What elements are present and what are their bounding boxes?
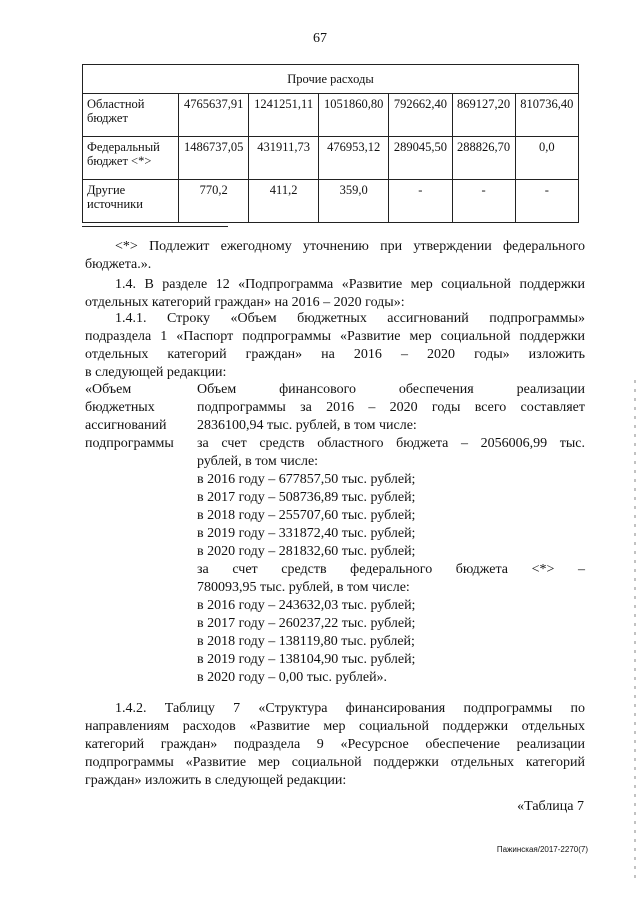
paragraph-line: направлениям расходов «Развитие мер социальной поддержки отдельных bbox=[85, 719, 585, 734]
paragraph-line: граждан» изложить в следующей редакции: bbox=[85, 773, 347, 788]
footnote bbox=[85, 238, 585, 274]
row-label: Другие источники bbox=[83, 180, 179, 223]
paragraph-1-4-1 bbox=[85, 310, 585, 382]
document-code: Пажинская/2017-2270(7) bbox=[496, 845, 588, 854]
value-line: за счет средств областного бюджета – 2056006,99 тыс. bbox=[197, 436, 585, 451]
table-row-other bbox=[83, 180, 579, 223]
table-cell: 869127,20 bbox=[452, 94, 515, 137]
paragraph-line: 1.4. В разделе 12 «Подпрограмма «Развитие мер социальной поддержки bbox=[115, 277, 585, 292]
paragraph-line: 1.4.2. Таблицу 7 «Структура финансирования подпрограммы по bbox=[115, 701, 585, 716]
paragraph-line: категорий граждан» подраздела 9 «Ресурсное обеспечение реализации bbox=[85, 737, 585, 752]
table-cell: 792662,40 bbox=[389, 94, 452, 137]
value-line: в 2016 году – 243632,03 тыс. рублей; bbox=[197, 598, 416, 613]
paragraph-line: отдельных категорий граждан» на 2016 – 2020 годы» изложить bbox=[85, 347, 585, 362]
paragraph-line: 1.4.1. Строку «Объем бюджетных ассигнований подпрограммы» bbox=[115, 311, 585, 326]
label-line: ассигнований bbox=[85, 418, 167, 433]
paragraph-1-4 bbox=[85, 276, 585, 312]
value-line: в 2018 году – 138119,80 тыс. рублей; bbox=[197, 634, 415, 649]
value-line: в 2020 году – 0,00 тыс. рублей». bbox=[197, 670, 388, 685]
table-cell: - bbox=[515, 180, 578, 223]
label-line: «Объем bbox=[85, 382, 132, 397]
value-line: 2836100,94 тыс. рублей, в том числе: bbox=[197, 418, 417, 433]
value-line: в 2017 году – 260237,22 тыс. рублей; bbox=[197, 616, 416, 631]
budget-table bbox=[82, 64, 579, 223]
table-row-federal bbox=[83, 137, 579, 180]
table-cell: 770,2 bbox=[179, 180, 249, 223]
paragraph-1-4-2 bbox=[85, 700, 585, 790]
paragraph-line: отдельных категорий граждан» на 2016 – 2020 годы»: bbox=[85, 295, 405, 310]
footnote-line: бюджета.». bbox=[85, 257, 152, 272]
paragraph-line: в следующей редакции: bbox=[85, 365, 227, 380]
scan-artifact bbox=[634, 380, 636, 880]
table-section-row bbox=[83, 65, 579, 94]
table-cell: 431911,73 bbox=[249, 137, 319, 180]
table-caption: «Таблица 7 bbox=[517, 799, 584, 814]
table-cell: 359,0 bbox=[319, 180, 389, 223]
value-line: в 2018 году – 255707,60 тыс. рублей; bbox=[197, 508, 416, 523]
table-cell: 411,2 bbox=[249, 180, 319, 223]
value-line: рублей, в том числе: bbox=[197, 454, 319, 469]
value-line: подпрограммы за 2016 – 2020 годы всего составляет bbox=[197, 400, 585, 415]
value-line: в 2016 году – 677857,50 тыс. рублей; bbox=[197, 472, 416, 487]
table-cell: 1241251,11 bbox=[249, 94, 319, 137]
label-line: подпрограммы bbox=[85, 436, 174, 451]
table-cell: - bbox=[389, 180, 452, 223]
table-cell: 1051860,80 bbox=[319, 94, 389, 137]
table-cell: 288826,70 bbox=[452, 137, 515, 180]
value-line: за счет средств федерального бюджета <*> – bbox=[197, 562, 585, 577]
footnote-line: <*> Подлежит ежегодному уточнению при утверждении федерального bbox=[115, 239, 585, 254]
paragraph-line: подраздела 1 «Паспорт подпрограммы «Развитие мер социальной поддержки bbox=[85, 329, 585, 344]
value-line: 780093,95 тыс. рублей, в том числе: bbox=[197, 580, 410, 595]
table-cell: - bbox=[452, 180, 515, 223]
row-label: Областной бюджет bbox=[83, 94, 179, 137]
value-line: в 2017 году – 508736,89 тыс. рублей; bbox=[197, 490, 416, 505]
table-cell: 4765637,91 bbox=[179, 94, 249, 137]
passport-row-value bbox=[197, 381, 585, 687]
table-cell: 810736,40 bbox=[515, 94, 578, 137]
table-cell: 0,0 bbox=[515, 137, 578, 180]
paragraph-line: подпрограммы «Развитие мер социальной поддержки отдельных категорий bbox=[85, 755, 585, 770]
passport-row-label bbox=[85, 381, 195, 453]
value-line: в 2019 году – 138104,90 тыс. рублей; bbox=[197, 652, 416, 667]
label-line: бюджетных bbox=[85, 400, 155, 415]
section-title: Прочие расходы bbox=[83, 65, 579, 94]
value-line: в 2020 году – 281832,60 тыс. рублей; bbox=[197, 544, 416, 559]
row-label: Федеральный бюджет <*> bbox=[83, 137, 179, 180]
table-cell: 289045,50 bbox=[389, 137, 452, 180]
table-row-regional bbox=[83, 94, 579, 137]
table-cell: 476953,12 bbox=[319, 137, 389, 180]
page-number: 67 bbox=[313, 31, 327, 46]
table-cell: 1486737,05 bbox=[179, 137, 249, 180]
value-line: Объем финансового обеспечения реализации bbox=[197, 382, 585, 397]
value-line: в 2019 году – 331872,40 тыс. рублей; bbox=[197, 526, 416, 541]
footnote-divider bbox=[82, 226, 228, 227]
